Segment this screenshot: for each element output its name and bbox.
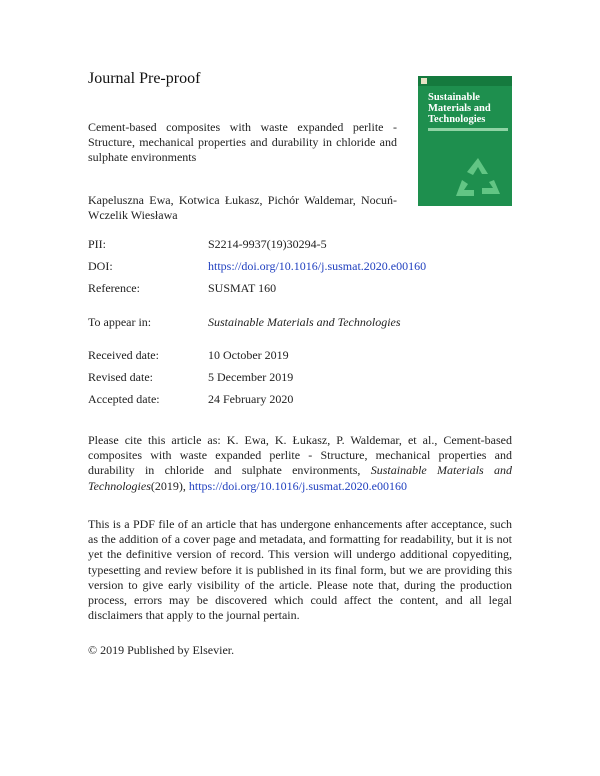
cover-divider	[428, 128, 508, 131]
meta-label: Accepted date:	[88, 392, 160, 406]
meta-value: S2214-9937(19)30294-5	[208, 237, 327, 251]
citation-journal: Sustainable Materials and Technologies	[88, 463, 512, 493]
article-title: Cement-based composites with waste expanded perlite - Structure, mechanical properties and durability in chloride and sulphate environments	[88, 120, 397, 164]
meta-received	[88, 348, 289, 363]
recycle-icon	[448, 154, 508, 204]
citation-paragraph	[88, 433, 512, 494]
meta-value: 10 October 2019	[208, 348, 289, 362]
meta-doi	[88, 259, 426, 274]
meta-value: 24 February 2020	[208, 392, 294, 406]
meta-label: DOI:	[88, 259, 113, 273]
preproof-notice: This is a PDF file of an article that has undergone enhancements after acceptance, such as the addition of a cover page and metadata, and formatting for readability, but it is not yet the definitive version of record. This version will undergo additional copyediting, typesetting and review before it is published in its final form, but we are providing this version to give early visibility of the article. Please note that, during the production process, errors may be discovered which could affect the content, and all legal disclaimers that apply to the journal pertain.	[88, 517, 512, 623]
copyright-line: © 2019 Published by Elsevier.	[88, 643, 235, 657]
meta-accepted	[88, 392, 293, 407]
meta-value: Sustainable Materials and Technologies	[208, 315, 401, 329]
cover-header-band	[418, 76, 512, 86]
meta-value: 5 December 2019	[208, 370, 294, 384]
doi-link[interactable]: https://doi.org/10.1016/j.susmat.2020.e00160	[208, 259, 427, 273]
meta-label: Revised date:	[88, 370, 153, 384]
meta-label: To appear in:	[88, 315, 152, 329]
meta-revised	[88, 370, 293, 385]
meta-pii	[88, 237, 327, 252]
elsevier-logo-icon	[421, 78, 427, 84]
journal-pre-proof-label: Journal Pre-proof	[88, 70, 201, 87]
article-authors: Kapeluszna Ewa, Kotwica Łukasz, Pichór Waldemar, Nocuń-Wczelik Wiesława	[88, 193, 397, 222]
meta-value: SUSMAT 160	[208, 281, 277, 295]
meta-label: PII:	[88, 237, 106, 251]
cover-title: Sustainable Materials and Technologies	[428, 92, 491, 125]
citation-doi-link[interactable]: https://doi.org/10.1016/j.susmat.2020.e00160	[188, 478, 408, 493]
meta-label: Received date:	[88, 348, 159, 362]
meta-label: Reference:	[88, 281, 140, 295]
citation-year: (2019),	[150, 478, 189, 493]
meta-reference	[88, 281, 276, 296]
meta-appear-in	[88, 315, 401, 330]
citation-text: Please cite this article as: K. Ewa, K. Łukasz, P. Waldemar, et al., Cement-based composites with waste expanded perlite - Structure, mechanical properties and durability in chloride and sulphate environments,	[88, 433, 512, 478]
journal-cover-image	[418, 76, 512, 206]
